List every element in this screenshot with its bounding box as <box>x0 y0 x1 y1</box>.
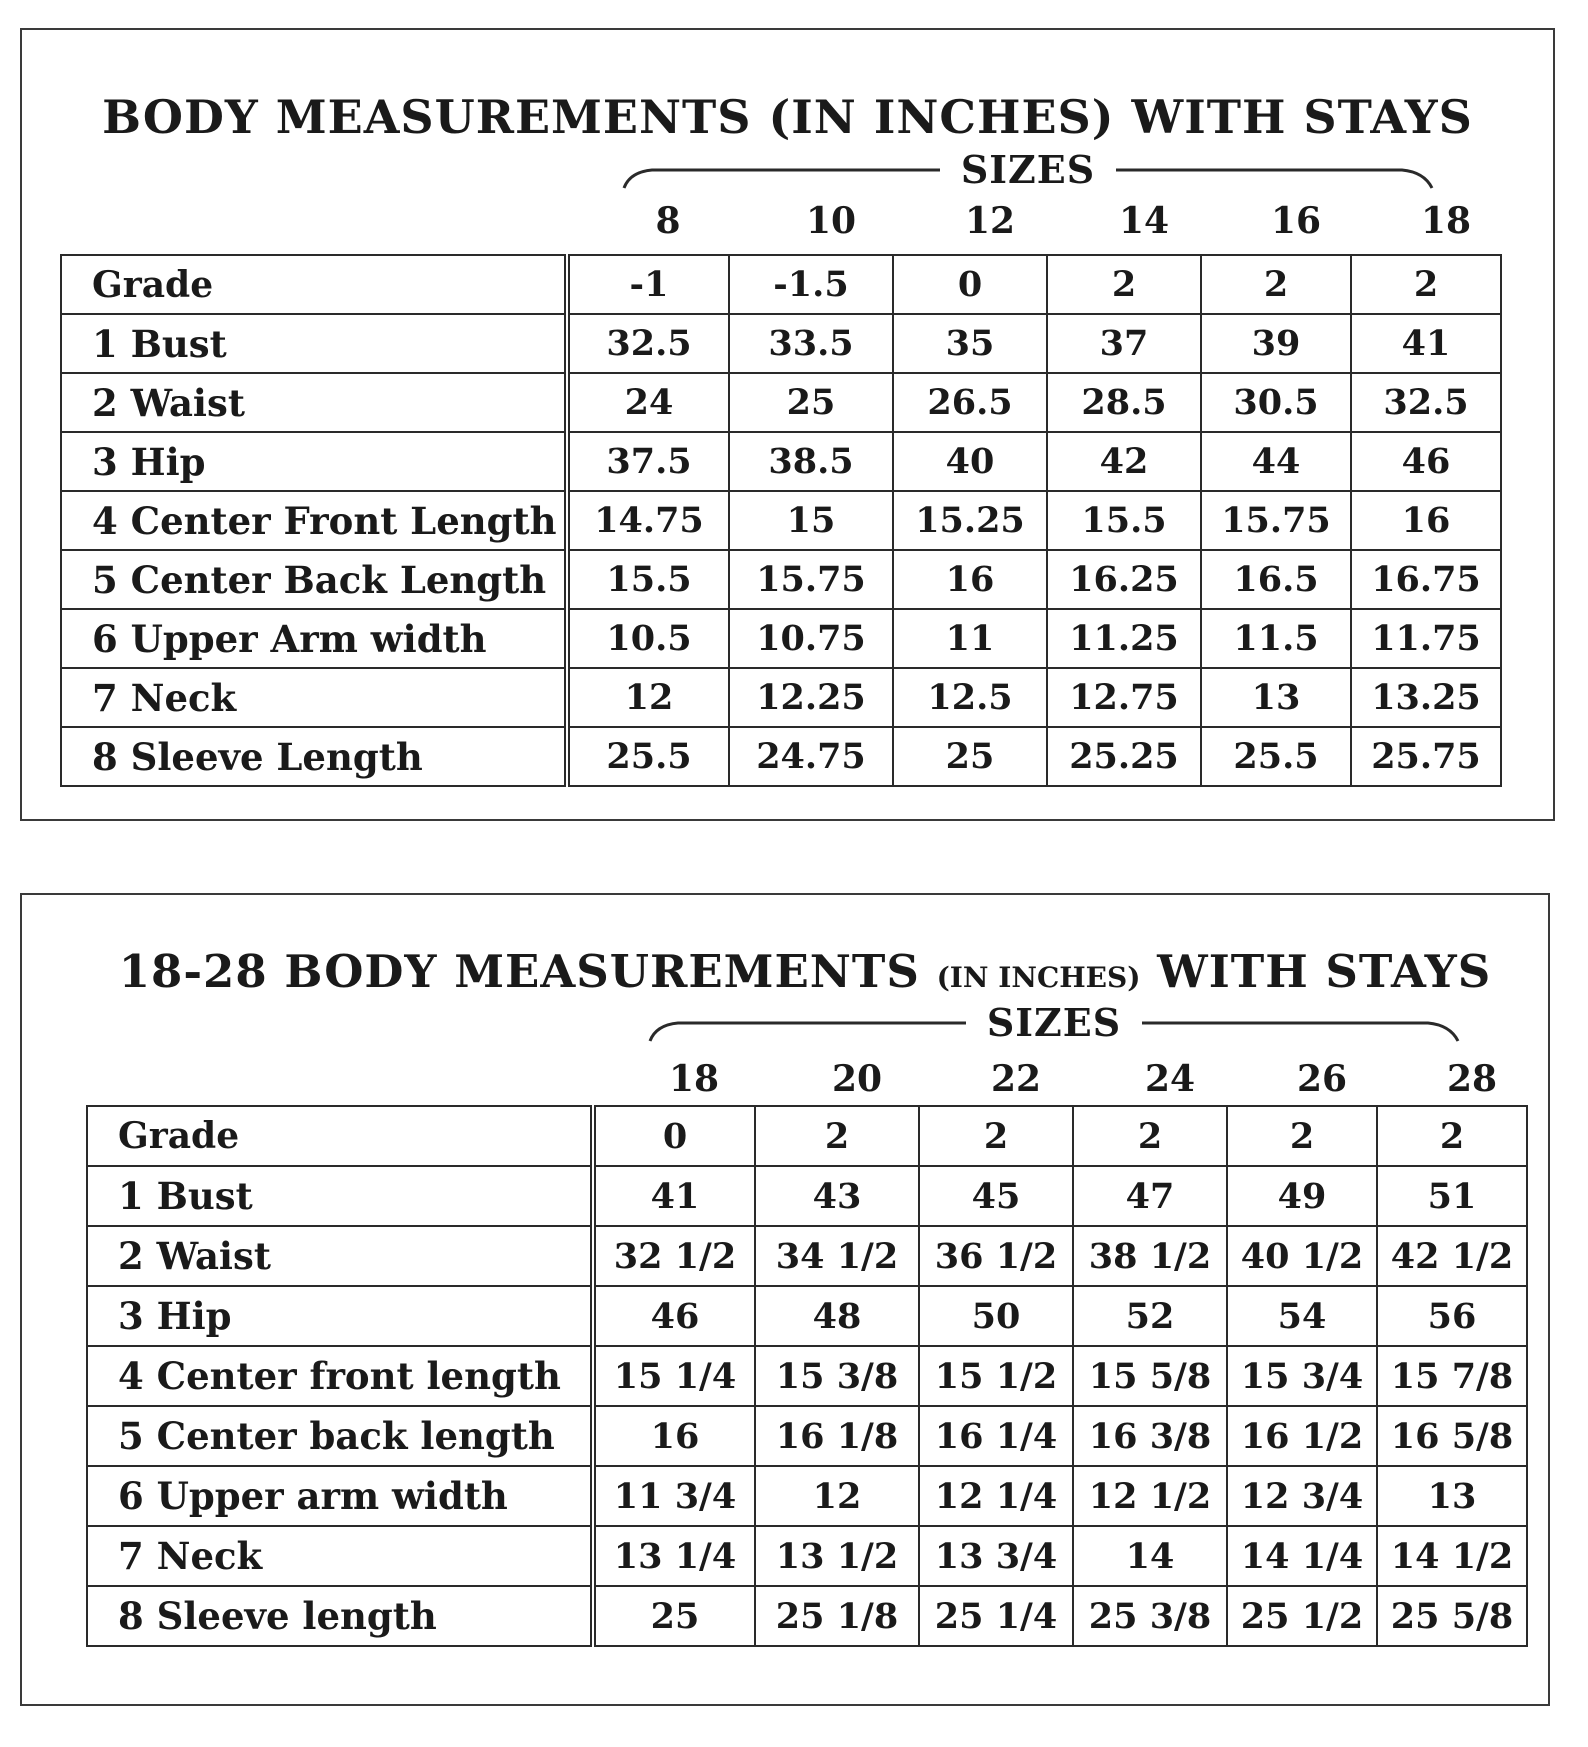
size-header-row <box>613 1058 1547 1100</box>
table-cell: 15 7/8 <box>1377 1346 1527 1406</box>
size-header: 10 <box>805 200 857 242</box>
table-cell: 16 1/4 <box>919 1406 1073 1466</box>
table-cell: 12 <box>567 668 729 727</box>
table-cell: 24 <box>567 373 729 432</box>
table-cell: 25.25 <box>1047 727 1201 786</box>
table-cell: 2 <box>919 1106 1073 1166</box>
table-cell: 2 <box>1073 1106 1227 1166</box>
table-cell: 12 1/4 <box>919 1466 1073 1526</box>
chart-title <box>22 945 1548 998</box>
measurement-table <box>86 1105 1528 1647</box>
table-row <box>61 668 1501 727</box>
table-cell: 25 <box>729 373 893 432</box>
table-cell: 12.75 <box>1047 668 1201 727</box>
table-cell: 16 <box>593 1406 755 1466</box>
row-label: 7 Neck <box>87 1526 593 1586</box>
table-cell: 13 1/4 <box>593 1526 755 1586</box>
table-cell: 25 <box>593 1586 755 1646</box>
row-label: 5 Center back length <box>87 1406 593 1466</box>
table-cell: 50 <box>919 1286 1073 1346</box>
table-row <box>87 1106 1527 1166</box>
table-cell: 39 <box>1201 314 1351 373</box>
row-label: 4 Center front length <box>87 1346 593 1406</box>
row-label: 6 Upper Arm width <box>61 609 567 668</box>
measurement-chart-sizes-18-28 <box>20 893 1550 1706</box>
table-cell: 14 1/4 <box>1227 1526 1377 1586</box>
row-label: 5 Center Back Length <box>61 550 567 609</box>
table-cell: 16 <box>1351 491 1501 550</box>
table-cell: 15.5 <box>567 550 729 609</box>
table-cell: 16.25 <box>1047 550 1201 609</box>
row-label: 3 Hip <box>87 1286 593 1346</box>
table-cell: 30.5 <box>1201 373 1351 432</box>
sizes-label: SIZES <box>986 1000 1122 1045</box>
table-cell: 33.5 <box>729 314 893 373</box>
table-cell: 47 <box>1073 1166 1227 1226</box>
table-cell: 13 1/2 <box>755 1526 919 1586</box>
row-label: 7 Neck <box>61 668 567 727</box>
table-cell: 45 <box>919 1166 1073 1226</box>
table-cell: 11 3/4 <box>593 1466 755 1526</box>
table-cell: 14 1/2 <box>1377 1526 1527 1586</box>
table-cell: 16 1/2 <box>1227 1406 1377 1466</box>
table-row <box>61 491 1501 550</box>
size-header: 26 <box>1296 1058 1348 1100</box>
table-cell: 24.75 <box>729 727 893 786</box>
table-row <box>61 373 1501 432</box>
row-label: 3 Hip <box>61 432 567 491</box>
size-header-row <box>587 200 1521 242</box>
table-cell: 12 3/4 <box>1227 1466 1377 1526</box>
table-cell: -1.5 <box>729 255 893 314</box>
size-header: 20 <box>831 1058 883 1100</box>
size-header: 22 <box>990 1058 1042 1100</box>
chart-title: BODY MEASUREMENTS (IN INCHES) WITH STAYS <box>102 90 1473 144</box>
table-cell: 2 <box>1201 255 1351 314</box>
sizes-bracket <box>648 1000 1460 1045</box>
table-cell: 2 <box>1351 255 1501 314</box>
table-cell: 2 <box>1047 255 1201 314</box>
table-row <box>61 609 1501 668</box>
table-cell: 36 1/2 <box>919 1226 1073 1286</box>
table-cell: 25 1/2 <box>1227 1586 1377 1646</box>
table-cell: 51 <box>1377 1166 1527 1226</box>
table-cell: 16 5/8 <box>1377 1406 1527 1466</box>
table-cell: 25.5 <box>567 727 729 786</box>
table-cell: 2 <box>1227 1106 1377 1166</box>
table-cell: 12.5 <box>893 668 1047 727</box>
table-cell: 2 <box>755 1106 919 1166</box>
table-cell: 11 <box>893 609 1047 668</box>
title-units: (IN INCHES) <box>936 961 1141 994</box>
size-header: 18 <box>668 1058 720 1100</box>
table-cell: 15 5/8 <box>1073 1346 1227 1406</box>
size-header: 16 <box>1270 200 1322 242</box>
table-cell: 38.5 <box>729 432 893 491</box>
table-row <box>61 255 1501 314</box>
table-cell: -1 <box>567 255 729 314</box>
table-cell: 52 <box>1073 1286 1227 1346</box>
table-cell: 40 <box>893 432 1047 491</box>
table-cell: 11.25 <box>1047 609 1201 668</box>
table-cell: 26.5 <box>893 373 1047 432</box>
table-cell: 15 1/2 <box>919 1346 1073 1406</box>
table-cell: 25.75 <box>1351 727 1501 786</box>
table-cell: 49 <box>1227 1166 1377 1226</box>
table-cell: 56 <box>1377 1286 1527 1346</box>
table-cell: 37 <box>1047 314 1201 373</box>
table-cell: 25 1/8 <box>755 1586 919 1646</box>
table-row <box>87 1466 1527 1526</box>
table-cell: 0 <box>893 255 1047 314</box>
table-cell: 14 <box>1073 1526 1227 1586</box>
table-cell: 46 <box>593 1286 755 1346</box>
table-cell: 2 <box>1377 1106 1527 1166</box>
table-cell: 11.75 <box>1351 609 1501 668</box>
row-label: Grade <box>61 255 567 314</box>
table-cell: 15 <box>729 491 893 550</box>
row-label: 8 Sleeve Length <box>61 727 567 786</box>
measurement-table <box>60 254 1502 787</box>
table-cell: 12 1/2 <box>1073 1466 1227 1526</box>
table-cell: 41 <box>593 1166 755 1226</box>
table-row <box>61 727 1501 786</box>
table-cell: 15.75 <box>729 550 893 609</box>
measurement-chart-sizes-8-18 <box>20 28 1555 821</box>
table-cell: 14.75 <box>567 491 729 550</box>
table-cell: 43 <box>755 1166 919 1226</box>
size-header: 18 <box>1420 200 1472 242</box>
table-cell: 16 1/8 <box>755 1406 919 1466</box>
row-label: 4 Center Front Length <box>61 491 567 550</box>
table-cell: 35 <box>893 314 1047 373</box>
table-cell: 25 <box>893 727 1047 786</box>
table-cell: 15 3/4 <box>1227 1346 1377 1406</box>
table-cell: 48 <box>755 1286 919 1346</box>
table-cell: 13 3/4 <box>919 1526 1073 1586</box>
table-cell: 28.5 <box>1047 373 1201 432</box>
size-header: 24 <box>1144 1058 1196 1100</box>
table-cell: 42 1/2 <box>1377 1226 1527 1286</box>
table-cell: 16 <box>893 550 1047 609</box>
table-row <box>87 1226 1527 1286</box>
table-cell: 16 3/8 <box>1073 1406 1227 1466</box>
table-cell: 25 5/8 <box>1377 1586 1527 1646</box>
table-cell: 25 3/8 <box>1073 1586 1227 1646</box>
table-cell: 25.5 <box>1201 727 1351 786</box>
table-row <box>87 1406 1527 1466</box>
table-row <box>87 1346 1527 1406</box>
size-header: 28 <box>1446 1058 1498 1100</box>
table-row <box>87 1166 1527 1226</box>
row-label: 6 Upper arm width <box>87 1466 593 1526</box>
table-row <box>61 432 1501 491</box>
table-cell: 15.25 <box>893 491 1047 550</box>
table-cell: 38 1/2 <box>1073 1226 1227 1286</box>
table-cell: 32.5 <box>567 314 729 373</box>
row-label: 1 Bust <box>87 1166 593 1226</box>
sizes-bracket <box>622 147 1434 192</box>
table-cell: 13.25 <box>1351 668 1501 727</box>
table-cell: 46 <box>1351 432 1501 491</box>
table-cell: 32 1/2 <box>593 1226 755 1286</box>
table-cell: 32.5 <box>1351 373 1501 432</box>
title-end: WITH STAYS <box>1140 945 1492 998</box>
table-cell: 13 <box>1377 1466 1527 1526</box>
row-label: 1 Bust <box>61 314 567 373</box>
table-cell: 10.75 <box>729 609 893 668</box>
table-row <box>87 1526 1527 1586</box>
table-row <box>87 1586 1527 1646</box>
table-cell: 15.75 <box>1201 491 1351 550</box>
size-header: 14 <box>1118 200 1170 242</box>
table-cell: 40 1/2 <box>1227 1226 1377 1286</box>
row-label: 2 Waist <box>61 373 567 432</box>
table-cell: 15 1/4 <box>593 1346 755 1406</box>
table-cell: 34 1/2 <box>755 1226 919 1286</box>
table-row <box>87 1286 1527 1346</box>
table-cell: 44 <box>1201 432 1351 491</box>
table-cell: 16.75 <box>1351 550 1501 609</box>
table-cell: 0 <box>593 1106 755 1166</box>
table-cell: 13 <box>1201 668 1351 727</box>
size-header: 8 <box>655 200 681 242</box>
row-label: 8 Sleeve length <box>87 1586 593 1646</box>
row-label: 2 Waist <box>87 1226 593 1286</box>
title-main: 18-28 BODY MEASUREMENTS <box>118 945 937 998</box>
table-cell: 11.5 <box>1201 609 1351 668</box>
table-cell: 25 1/4 <box>919 1586 1073 1646</box>
table-cell: 15.5 <box>1047 491 1201 550</box>
sizes-label: SIZES <box>960 147 1096 192</box>
table-cell: 10.5 <box>567 609 729 668</box>
table-row <box>61 314 1501 373</box>
table-cell: 16.5 <box>1201 550 1351 609</box>
size-header: 12 <box>964 200 1016 242</box>
table-cell: 37.5 <box>567 432 729 491</box>
table-cell: 12.25 <box>729 668 893 727</box>
row-label: Grade <box>87 1106 593 1166</box>
table-cell: 54 <box>1227 1286 1377 1346</box>
table-cell: 12 <box>755 1466 919 1526</box>
table-cell: 42 <box>1047 432 1201 491</box>
table-row <box>61 550 1501 609</box>
table-cell: 15 3/8 <box>755 1346 919 1406</box>
table-cell: 41 <box>1351 314 1501 373</box>
